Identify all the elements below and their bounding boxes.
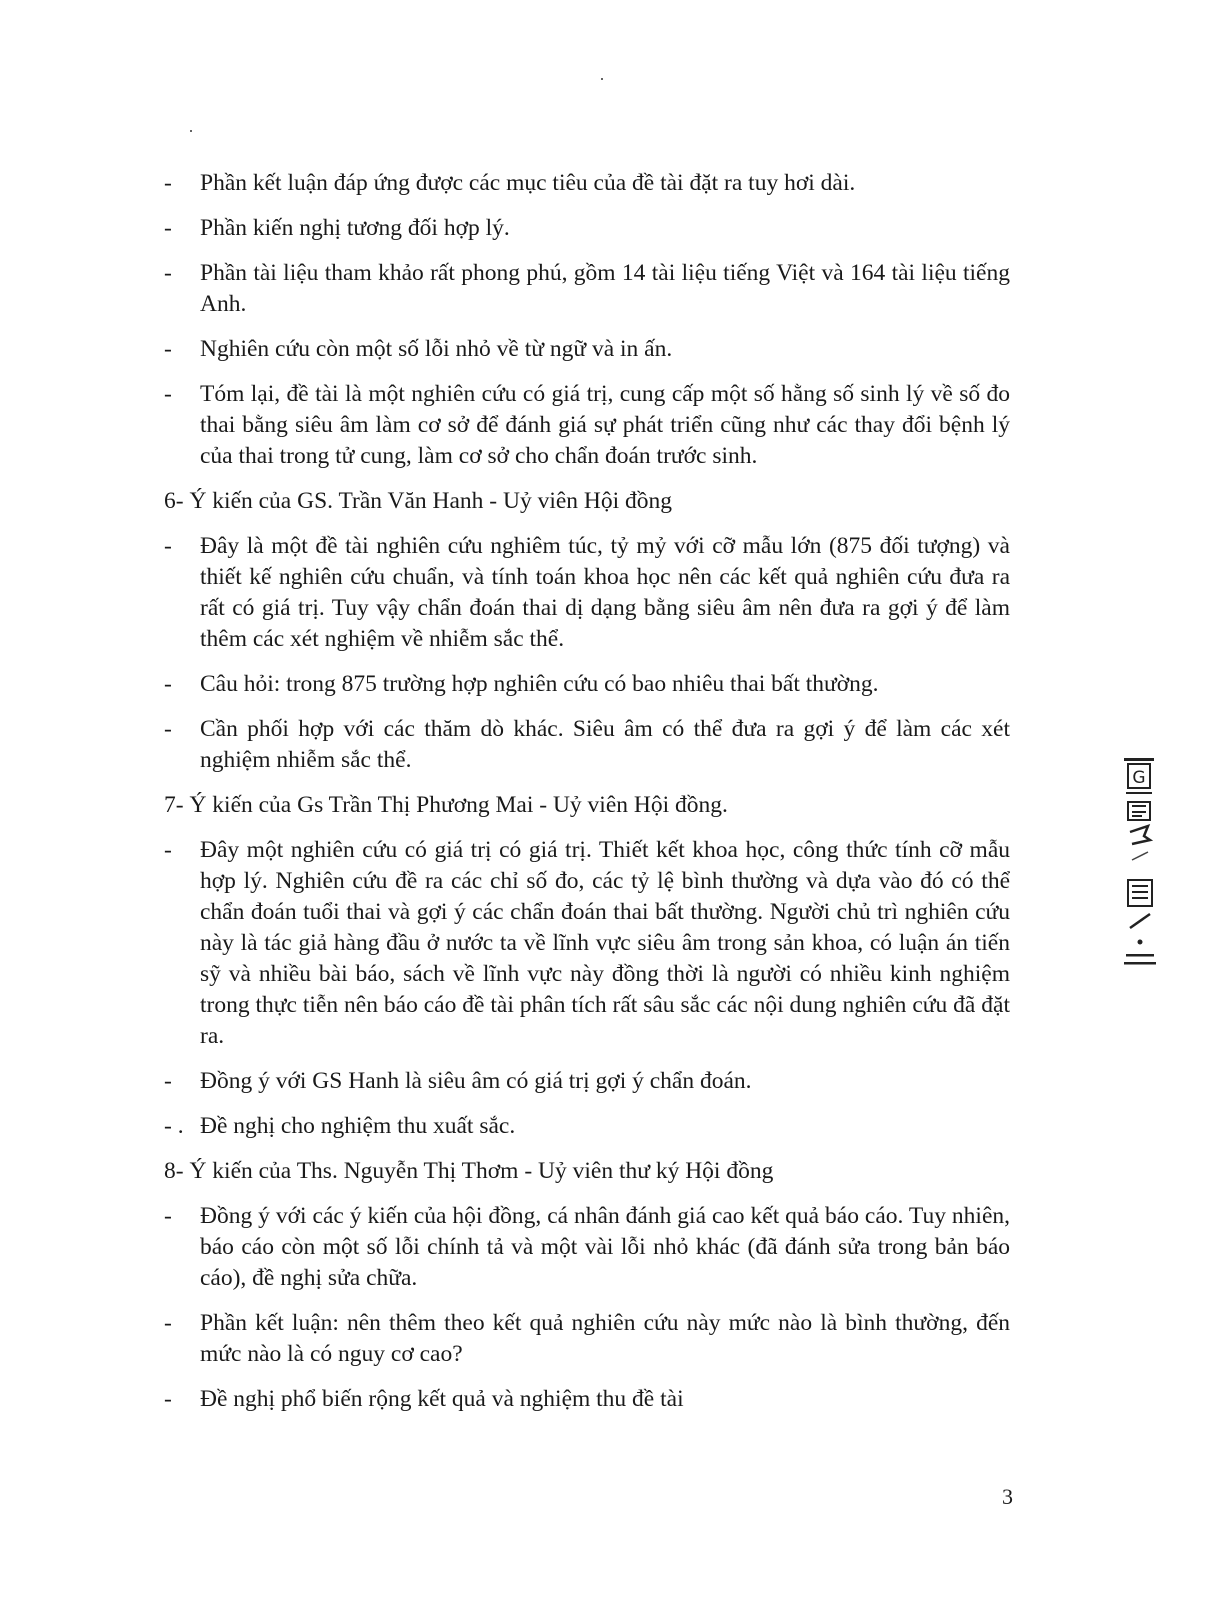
bullet-text: Câu hỏi: trong 875 trường hợp nghiên cứu có bao nhiêu thai bất thường. [200, 671, 879, 697]
bullet-text: Đề nghị cho nghiệm thu xuất sắc. [200, 1113, 516, 1139]
page-number: 3 [1002, 1484, 1013, 1509]
bullet-item [160, 168, 1010, 199]
bullet-marker: - [164, 716, 172, 742]
bullet-text: Tóm lại, đề tài là một nghiên cứu có giá trị, cung cấp một số hằng số sinh lý về số đo thai bằng siêu âm làm cơ sở để đánh giá sự phát triển cũng như các thay đổi bệnh lý của thai trong tử cung, làm cơ sở cho chẩn đoán trước sinh. [200, 381, 1010, 469]
bullet-item [160, 1111, 1010, 1142]
bullet-item [160, 258, 1010, 320]
bullet-marker: - [164, 1310, 172, 1336]
bullet-text: Đề nghị phổ biến rộng kết quả và nghiệm thu đề tài [200, 1386, 684, 1412]
section-heading: 6- Ý kiến của GS. Trần Văn Hanh - Uỷ viên Hội đồng [164, 488, 673, 514]
bullet-marker: - [164, 1386, 172, 1412]
bullet-marker: - [164, 336, 172, 362]
bullet-item [160, 1066, 1010, 1097]
document-body [160, 168, 1010, 1429]
bullet-marker: - [164, 260, 172, 286]
bullet-item [160, 835, 1010, 1052]
section-heading: 8- Ý kiến của Ths. Nguyễn Thị Thơm - Uỷ viên thư ký Hội đồng [164, 1158, 774, 1184]
svg-text:G: G [1132, 768, 1146, 788]
bullet-item [160, 334, 1010, 365]
bullet-marker: - [164, 215, 172, 241]
bullet-text: Phần kết luận: nên thêm theo kết quả nghiên cứu này mức nào là bình thường, đến mức nào là có nguy cơ cao? [200, 1310, 1010, 1367]
bullet-item [160, 714, 1010, 776]
margin-stamp-icon [1120, 740, 1160, 990]
bullet-text: Đây là một đề tài nghiên cứu nghiêm túc, tỷ mỷ với cỡ mẫu lớn (875 đối tượng) và thiết kế nghiên cứu chuẩn, và tính toán khoa học nên các kết quả nghiên cứu đưa ra rất có giá trị. Tuy vậy chẩn đoán thai dị dạng bằng siêu âm nên đưa ra gợi ý để làm thêm các xét nghiệm về nhiễm sắc thể. [200, 533, 1010, 652]
bullet-item [160, 1384, 1010, 1415]
bullet-item [160, 1201, 1010, 1294]
bullet-item [160, 1308, 1010, 1370]
bullet-marker: - [164, 170, 172, 196]
bullet-text: Đồng ý với GS Hanh là siêu âm có giá trị gợi ý chẩn đoán. [200, 1068, 752, 1094]
scan-speck [190, 130, 192, 132]
bullet-text: Phần tài liệu tham khảo rất phong phú, gồm 14 tài liệu tiếng Việt và 164 tài liệu tiếng Anh. [200, 260, 1010, 317]
bullet-text: Phần kiến nghị tương đối hợp lý. [200, 215, 510, 241]
bullet-marker: - [164, 1203, 172, 1229]
bullet-marker: - [164, 837, 172, 863]
bullet-item [160, 213, 1010, 244]
bullet-marker: - [164, 533, 172, 559]
bullet-text: Cần phối hợp với các thăm dò khác. Siêu âm có thể đưa ra gợi ý để làm các xét nghiệm nhiễm sắc thể. [200, 716, 1010, 773]
bullet-marker: - [164, 1068, 172, 1094]
bullet-marker: - [164, 671, 172, 697]
bullet-text: Phần kết luận đáp ứng được các mục tiêu của đề tài đặt ra tuy hơi dài. [200, 170, 856, 196]
section-heading: 7- Ý kiến của Gs Trần Thị Phương Mai - Uỷ viên Hội đồng. [164, 792, 728, 818]
bullet-item [160, 379, 1010, 472]
bullet-text: Đây một nghiên cứu có giá trị có giá trị. Thiết kết khoa học, công thức tính cỡ mẫu hợp lý. Nghiên cứu đề ra các chỉ số đo, các tỷ lệ bình thường và dựa vào đó có thể chẩn đoán tuổi thai và gợi ý các chẩn đoán thai bất thường. Người chủ trì nghiên cứu này là tác giả hàng đầu ở nước ta về lĩnh vực siêu âm trong sản khoa, có luận án tiến sỹ và nhiều bài báo, sách về lĩnh vực này đồng thời là người có nhiều kinh nghiệm trong thực tiễn nên báo cáo đề tài phân tích rất sâu sắc các nội dung nghiên cứu đã đặt ra. [200, 837, 1010, 1049]
bullet-marker: - . [164, 1113, 184, 1139]
bullet-item [160, 669, 1010, 700]
bullet-text: Đồng ý với các ý kiến của hội đồng, cá nhân đánh giá cao kết quả báo cáo. Tuy nhiên, báo cáo còn một số lỗi chính tả và một vài lỗi nhỏ khác (đã đánh sửa trong bản báo cáo), đề nghị sửa chữa. [200, 1203, 1010, 1291]
bullet-marker: - [164, 381, 172, 407]
bullet-item [160, 531, 1010, 655]
scan-speck [601, 78, 603, 80]
bullet-text: Nghiên cứu còn một số lỗi nhỏ về từ ngữ và in ấn. [200, 336, 673, 362]
